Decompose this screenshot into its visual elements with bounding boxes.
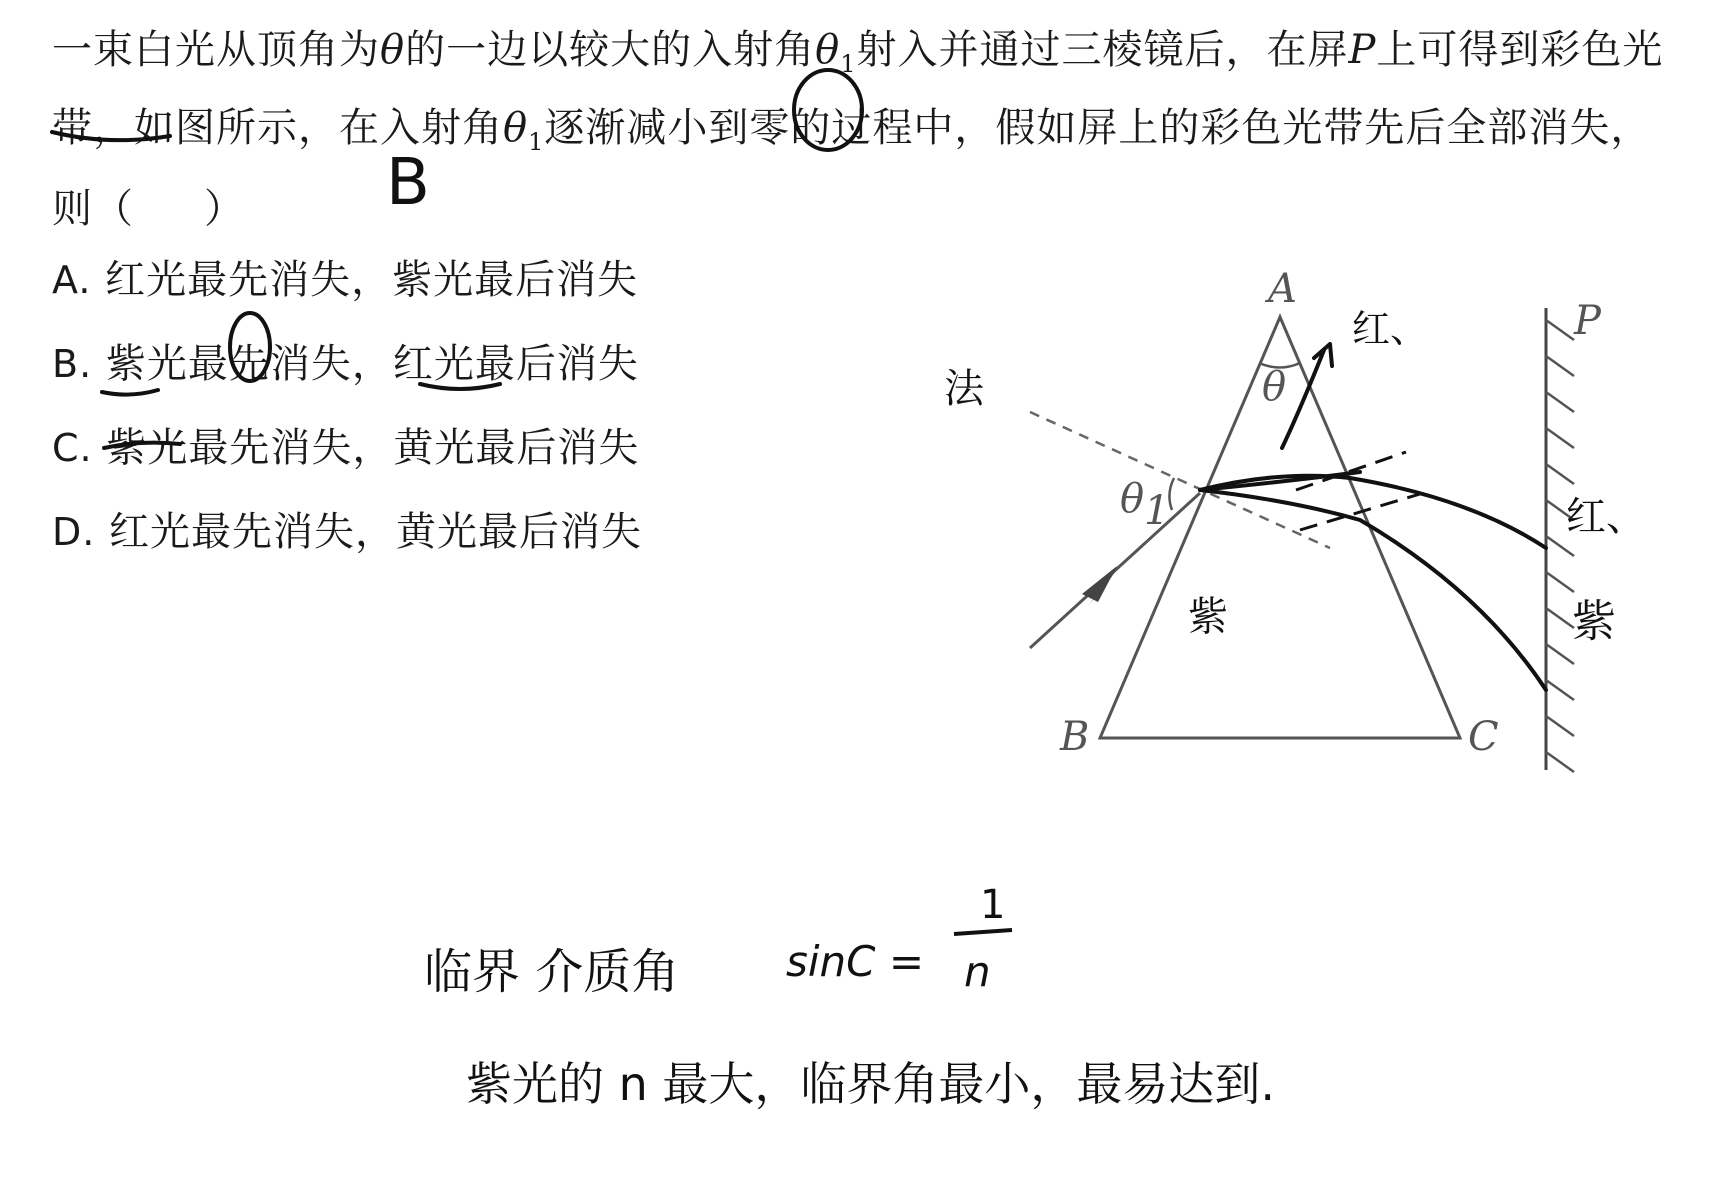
option-letter: B. [52, 342, 93, 386]
incident-angle-arc [1169, 478, 1174, 510]
option-letter: D. [52, 510, 96, 554]
reflected-ray [1282, 350, 1324, 448]
option-text: 紫光最先消失，黄光最后消失 [106, 425, 640, 471]
incident-angle-subscript-2: 1 [528, 128, 545, 156]
circle-first [230, 313, 270, 381]
note-normal: 法 [944, 366, 984, 412]
apex-angle-label: θ [1262, 364, 1287, 410]
underline-purple-b [102, 390, 158, 395]
option-text: 红光最先消失，黄光最后消失 [109, 509, 643, 555]
handwritten-answer: B [386, 146, 430, 220]
underline-red-b [420, 384, 500, 389]
note-line1-b: sinC = [786, 937, 925, 986]
incident-ray [1030, 493, 1200, 648]
fraction-bar [954, 930, 1012, 934]
incident-angle-subscript: 1 [840, 50, 857, 78]
question-part-2: 的一边以较大的入射角 [405, 27, 816, 73]
note-purple-prism: 紫 [1188, 594, 1228, 640]
vertex-c-label: C [1468, 714, 1499, 760]
note-frac-den: n [964, 947, 991, 996]
incident-angle-symbol: θ [815, 27, 841, 73]
screen-symbol: P [1348, 27, 1377, 73]
screen-hatching [1546, 320, 1574, 772]
incident-angle-symbol-2: θ [503, 105, 529, 151]
question-part-6: ） [204, 186, 245, 232]
strike-purple-c [104, 443, 180, 448]
normal-dash-right-2 [1300, 494, 1420, 530]
note-red-top: 红、 [1352, 307, 1429, 351]
option-letter: A. [52, 258, 92, 302]
note-frac-num: 1 [980, 882, 1006, 928]
incident-angle-label: θ [1120, 476, 1145, 522]
underline-colored-band [52, 132, 170, 140]
option-text: 紫光最先消失，红光最后消失 [105, 341, 639, 387]
note-line1-a: 临界 介质角 [424, 944, 680, 1000]
vertex-b-label: B [1060, 714, 1090, 760]
arrowhead-icon [1082, 566, 1117, 602]
option-text: 红光最先消失，紫光最后消失 [105, 257, 639, 303]
question-part-3: 射入并通过三棱镜后，在屏 [856, 27, 1349, 73]
option-letter: C. [52, 426, 93, 470]
vertex-a-label: A [1268, 266, 1297, 312]
circle-decrease [794, 70, 862, 150]
question-part-5: 逐渐减小到零的过程中，假如屏上的彩色光带先后全部消失，则（ [52, 105, 1652, 232]
incident-angle-sub-label: 1 [1144, 488, 1170, 534]
apex-angle-symbol: θ [380, 27, 406, 73]
question-part-1: 一束白光从顶角为 [52, 27, 380, 73]
note-purple-screen: 紫 [1572, 596, 1616, 647]
note-red-screen: 红、 [1566, 494, 1646, 540]
question-part-4: 上可得到彩色光带，如图所示，在入射角 [52, 27, 1664, 151]
note-line2: 紫光的 n 最大，临界角最小，最易达到. [466, 1057, 1276, 1111]
screen-p-label: P [1574, 298, 1601, 344]
